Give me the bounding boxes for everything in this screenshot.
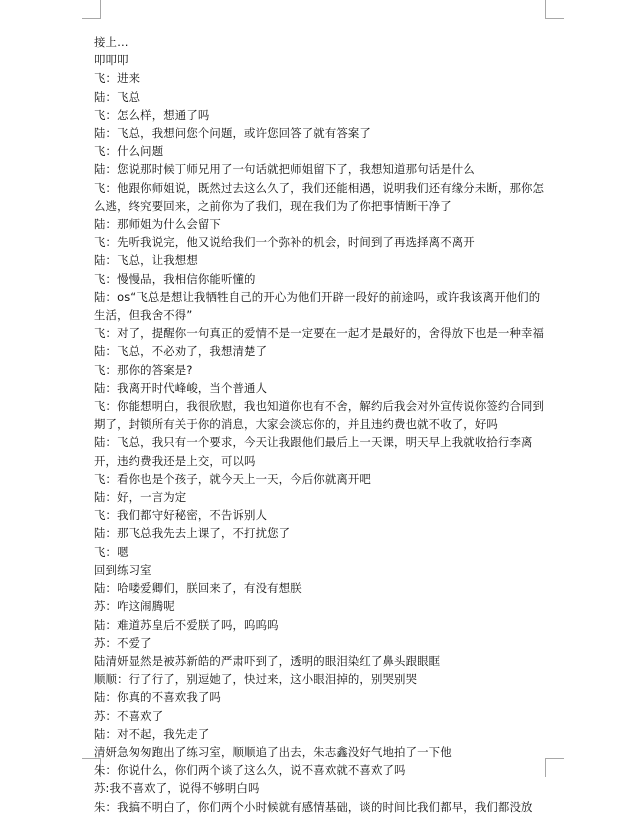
document-line: 陆：您说那时候丁师兄用了一句话就把师姐留下了，我想知道那句话是什么 xyxy=(94,162,475,177)
document-line: 苏:我不喜欢了，说得不够明白吗 xyxy=(94,781,260,796)
document-line: 陆：你真的不喜欢我了吗 xyxy=(94,690,221,705)
document-line: 飞：先听我说完，他又说给我们一个弥补的机会，时间到了再选择离不离开 xyxy=(94,235,475,250)
document-line: 飞：看你也是个孩子，就今天上一天，今后你就离开吧 xyxy=(94,471,371,486)
document-line: 叩叩叩 xyxy=(94,53,129,68)
document-line: 陆：飞总，我只有一个要求，今天让我跟他们最后上一天课，明天早上我就收拾行李离开，违约费我还是上交，可以吗 xyxy=(94,435,533,468)
document-line: 陆：好，一言为定 xyxy=(94,490,187,505)
document-line: 陆清妍显然是被苏新皓的严肃吓到了，透明的眼泪染红了鼻头跟眼眶 xyxy=(94,653,441,668)
crop-mark-bottom-right xyxy=(545,758,564,777)
document-line: 回到练习室 xyxy=(94,562,152,577)
document-line: 陆：os“飞总是想让我牺牲自己的开心为他们开辟一段好的前途吗，或许我该离开他们的生活，但我舍不得” xyxy=(94,289,541,323)
document-line: 朱：你说什么，你们两个谈了这么久，说不喜欢就不喜欢了吗 xyxy=(94,763,406,778)
document-line: 飞：你能想明白，我很欣慰，我也知道你也有不舍，解约后我会对外宣传说你签约合同到期了，封锁所有关于你的消息，大家会淡忘你的，并且违约费也就不收了，好吗 xyxy=(94,399,545,432)
document-line: 苏：不爱了 xyxy=(94,635,152,650)
document-line: 接上… xyxy=(94,35,129,49)
document-line: 陆：对不起，我先走了 xyxy=(94,726,210,741)
document-line: 陆：飞总 xyxy=(94,89,141,104)
document-line: 陆：哈喽爱卿们，朕回来了，有没有想朕 xyxy=(94,581,302,596)
document-line: 清妍急匆匆跑出了练习室，顺顺追了出去，朱志鑫没好气地拍了一下他 xyxy=(94,744,452,759)
document-line: 飞：什么问题 xyxy=(94,144,164,159)
document-line: 飞：怎么样，想通了吗 xyxy=(94,107,210,122)
document-line: 陆：那师姐为什么会留下 xyxy=(94,217,221,232)
document-line: 陆：飞总，不必劝了，我想清楚了 xyxy=(94,344,268,359)
document-line: 苏：咋这闹腾呢 xyxy=(94,599,175,614)
document-line: 陆：那飞总我先去上课了，不打扰您了 xyxy=(94,526,291,541)
document-line: 朱：我搞不明白了，你们两个小时候就有感情基础，谈的时间比我们都早，我们都没放 xyxy=(94,799,533,814)
document-line: 飞：嗯 xyxy=(94,544,129,559)
document-line: 飞：那你的答案是? xyxy=(94,362,193,377)
document-line: 飞：慢慢品，我相信你能听懂的 xyxy=(94,271,256,286)
document-line: 飞：对了，提醒你一句真正的爱情不是一定要在一起才是最好的，舍得放下也是一种幸福 xyxy=(94,326,545,341)
crop-mark-top-right xyxy=(545,0,564,19)
crop-mark-top-left xyxy=(82,0,101,19)
document-line: 苏：不喜欢了 xyxy=(94,708,164,723)
document-line: 飞：他跟你师姐说，既然过去这么久了，我们还能相遇，说明我们还有缘分未断，那你怎么逃，终究要回来，之前你为了我们，现在我们为了你把事情断干净了 xyxy=(94,180,545,213)
document-line: 陆：我离开时代峰峻，当个普通人 xyxy=(94,380,268,395)
document-line: 飞：进来 xyxy=(94,71,141,86)
document-line: 陆：飞总，让我想想 xyxy=(94,253,198,268)
document-line: 顺顺：行了行了，别逗她了，快过来，这小眼泪掉的，别哭别哭 xyxy=(94,672,418,687)
document-line: 陆：难道苏皇后不爱朕了吗，呜呜呜 xyxy=(94,617,279,632)
document-line: 陆：飞总，我想问您个问题，或许您回答了就有答案了 xyxy=(94,126,371,141)
document-line: 飞：我们都守好秘密，不告诉别人 xyxy=(94,508,268,523)
document-body xyxy=(94,33,546,816)
